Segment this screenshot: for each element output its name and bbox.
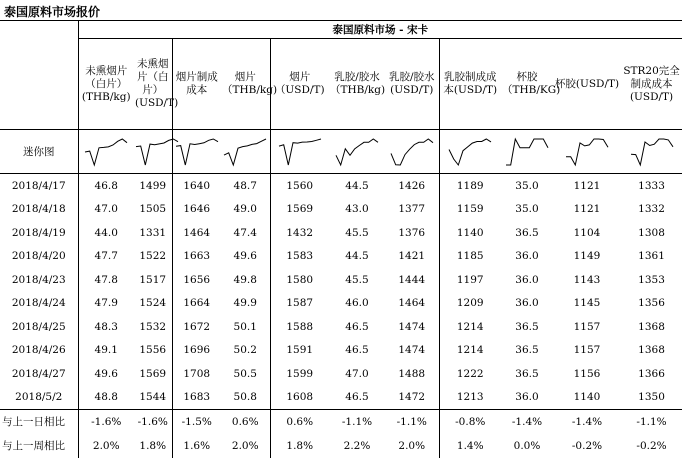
- value-cell: 45.5: [345, 273, 369, 286]
- value-cell: 1308: [638, 226, 665, 239]
- value-cell: 1361: [638, 250, 665, 263]
- sparkline-label: 迷你图: [0, 130, 78, 174]
- value-cell: 50.8: [233, 391, 257, 404]
- value-cell: 49.8: [233, 273, 257, 286]
- value-cell: 1532: [139, 320, 167, 333]
- value-cell: 36.5: [515, 367, 539, 380]
- change-cell: -1.4%: [501, 410, 553, 435]
- value-cell: 46.5: [345, 320, 369, 333]
- sparkline-row: [0, 130, 682, 174]
- value-cell: 1366: [638, 367, 665, 380]
- value-cell: 1149: [573, 250, 601, 263]
- value-cell: 1556: [139, 344, 167, 357]
- date-cell: 2018/4/26: [11, 344, 66, 357]
- value-cell: 47.8: [78, 268, 134, 292]
- value-cell: 1517: [139, 273, 167, 286]
- value-cell: 1331: [139, 226, 167, 239]
- value-cell: 36.0: [515, 250, 539, 263]
- value-cell: 46.5: [345, 344, 369, 357]
- sparkline-cell: [621, 130, 682, 174]
- sparkline-chart: [277, 135, 323, 169]
- value-cell: 47.4: [233, 226, 257, 239]
- band-blank: [0, 21, 78, 39]
- value-cell: 49.1: [78, 339, 134, 363]
- sparkline-cell: [553, 130, 621, 174]
- value-cell: 1121: [573, 179, 601, 192]
- sparkline-line: [224, 139, 266, 165]
- sparkline-cell: [221, 130, 270, 174]
- change-cell: -0.2%: [571, 440, 603, 452]
- sparkline-cell: [270, 130, 329, 174]
- value-cell: 1560: [270, 174, 329, 198]
- value-cell: 48.7: [233, 179, 257, 192]
- value-cell: 44.5: [345, 250, 369, 263]
- sparkline-chart: [447, 135, 493, 169]
- market-band: [0, 21, 682, 39]
- value-cell: 36.5: [515, 344, 539, 357]
- table-row: [0, 315, 682, 339]
- value-cell: 48.3: [78, 315, 134, 339]
- column-header: 未熏烟片（白片）(USD/T): [134, 39, 172, 130]
- value-cell: 1591: [270, 339, 329, 363]
- value-cell: 1104: [573, 226, 601, 239]
- column-header: 杯胶（THB/KG): [501, 39, 553, 130]
- change-cell: 1.4%: [439, 434, 501, 458]
- value-cell: 1444: [398, 273, 426, 286]
- date-cell: 2018/4/27: [11, 367, 66, 380]
- table-row: [0, 386, 682, 410]
- value-cell: 1140: [439, 221, 501, 245]
- date-cell: 2018/5/2: [15, 391, 63, 404]
- column-header: 杯胶(USD/T): [553, 39, 621, 130]
- value-cell: 1663: [172, 245, 221, 269]
- value-cell: 1143: [573, 273, 601, 286]
- value-cell: 1464: [172, 221, 221, 245]
- value-cell: 47.7: [78, 245, 134, 269]
- value-cell: 1368: [638, 320, 665, 333]
- value-cell: 46.0: [345, 297, 369, 310]
- sparkline-line: [631, 139, 673, 165]
- change-cell: -1.1%: [621, 410, 682, 435]
- value-cell: 44.5: [345, 179, 369, 192]
- value-cell: 1185: [439, 245, 501, 269]
- sparkline-chart: [504, 135, 550, 169]
- date-cell: 2018/4/18: [11, 203, 66, 216]
- change-cell: -1.6%: [78, 410, 134, 435]
- date-cell: 2018/4/17: [11, 179, 66, 192]
- change-cell: 2.0%: [398, 440, 426, 452]
- value-cell: 1376: [398, 226, 426, 239]
- value-cell: 1333: [638, 179, 665, 192]
- sparkline-cell: [439, 130, 501, 174]
- value-cell: 1356: [638, 297, 665, 310]
- change-cell: -0.2%: [636, 440, 667, 452]
- sparkline-cell: [501, 130, 553, 174]
- value-cell: 47.0: [345, 367, 369, 380]
- change-cell: -1.6%: [134, 410, 172, 435]
- value-cell: 1522: [139, 250, 167, 263]
- value-cell: 1145: [573, 297, 601, 310]
- change-cell: 0.0%: [513, 440, 541, 452]
- value-cell: 1583: [270, 245, 329, 269]
- market-label: 泰国原料市场 - 宋卡: [78, 21, 682, 39]
- column-header: 乳胶/胶水（THB/kg): [329, 39, 385, 130]
- change-cell: 2.0%: [78, 434, 134, 458]
- value-cell: 35.0: [515, 179, 539, 192]
- value-cell: 1640: [172, 174, 221, 198]
- value-cell: 1377: [398, 203, 426, 216]
- change-cell: 1.8%: [139, 440, 167, 452]
- sparkline-cell: [385, 130, 439, 174]
- column-header: 烟片制成成本: [172, 39, 221, 130]
- value-cell: 36.5: [515, 320, 539, 333]
- date-cell: 2018/4/20: [11, 250, 66, 263]
- sparkline-chart: [334, 135, 380, 169]
- value-cell: 49.6: [233, 250, 257, 263]
- sparkline-line: [391, 139, 433, 165]
- value-cell: 1474: [398, 344, 426, 357]
- change-cell: 0.6%: [221, 410, 270, 435]
- value-cell: 1499: [139, 179, 167, 192]
- change-row: [0, 410, 682, 435]
- value-cell: 1159: [439, 198, 501, 222]
- value-cell: 1664: [172, 292, 221, 316]
- value-cell: 1350: [638, 391, 665, 404]
- value-cell: 1569: [139, 367, 167, 380]
- value-cell: 36.0: [515, 391, 539, 404]
- sparkline-chart: [174, 135, 220, 169]
- value-cell: 1189: [439, 174, 501, 198]
- value-cell: 1421: [398, 250, 426, 263]
- value-cell: 1599: [270, 362, 329, 386]
- value-cell: 46.8: [78, 174, 134, 198]
- change-cell: -1.4%: [553, 410, 621, 435]
- column-header-row: [0, 39, 682, 130]
- value-cell: 1544: [139, 391, 167, 404]
- value-cell: 1464: [398, 297, 426, 310]
- value-cell: 1214: [439, 315, 501, 339]
- value-cell: 1608: [270, 386, 329, 410]
- value-cell: 1580: [270, 268, 329, 292]
- sparkline-chart: [564, 135, 610, 169]
- value-cell: 1214: [439, 339, 501, 363]
- column-header: 未熏烟片（白片）(THB/kg): [78, 39, 134, 130]
- value-cell: 1683: [172, 386, 221, 410]
- value-cell: 1656: [172, 268, 221, 292]
- sparkline-cell: [172, 130, 221, 174]
- value-cell: 1209: [439, 292, 501, 316]
- value-cell: 49.0: [233, 203, 257, 216]
- table-row: [0, 245, 682, 269]
- value-cell: 1505: [139, 203, 167, 216]
- sparkline-line: [566, 139, 608, 165]
- change-cell: 1.8%: [270, 434, 329, 458]
- sparkline-line: [336, 139, 378, 165]
- value-cell: 1222: [439, 362, 501, 386]
- value-cell: 36.0: [515, 273, 539, 286]
- value-cell: 1672: [172, 315, 221, 339]
- page-title: 泰国原料市场报价: [4, 5, 101, 19]
- value-cell: 1156: [573, 367, 601, 380]
- value-cell: 50.1: [233, 320, 257, 333]
- column-header: 乳胶制成成本(USD/T): [439, 39, 501, 130]
- value-cell: 1353: [638, 273, 665, 286]
- value-cell: 1708: [172, 362, 221, 386]
- change-cell: -1.5%: [172, 410, 221, 435]
- value-cell: 1213: [439, 386, 501, 410]
- table-row: [0, 221, 682, 245]
- value-cell: 1587: [270, 292, 329, 316]
- table-row: [0, 198, 682, 222]
- value-cell: 1197: [439, 268, 501, 292]
- date-cell: 2018/4/24: [11, 297, 66, 310]
- table-row: [0, 174, 682, 198]
- value-cell: 1472: [398, 391, 426, 404]
- sparkline-chart: [83, 135, 129, 169]
- sparkline-cell: [78, 130, 134, 174]
- header-corner: [0, 39, 78, 130]
- value-cell: 1696: [172, 339, 221, 363]
- change-label: 与上一周相比: [2, 440, 65, 452]
- value-cell: 1569: [270, 198, 329, 222]
- table-body: [0, 21, 682, 458]
- value-cell: 1474: [398, 320, 426, 333]
- sparkline-line: [176, 139, 218, 165]
- column-header: 烟片（USD/T): [270, 39, 329, 130]
- value-cell: 50.5: [233, 367, 257, 380]
- change-cell: -0.8%: [439, 410, 501, 435]
- value-cell: 35.0: [515, 203, 539, 216]
- table-row: [0, 268, 682, 292]
- sparkline-line: [85, 139, 127, 165]
- value-cell: 36.0: [515, 297, 539, 310]
- value-cell: 49.9: [233, 297, 257, 310]
- change-cell: -1.1%: [385, 410, 439, 435]
- sparkline-cell: [329, 130, 385, 174]
- value-cell: 1140: [573, 391, 601, 404]
- value-cell: 1121: [573, 203, 601, 216]
- sparkline-cell: [134, 130, 172, 174]
- value-cell: 1588: [270, 315, 329, 339]
- change-row: [0, 434, 682, 458]
- date-cell: 2018/4/19: [11, 226, 66, 239]
- sparkline-chart: [629, 135, 675, 169]
- value-cell: 1524: [139, 297, 167, 310]
- sparkline-line: [279, 139, 321, 165]
- value-cell: 45.5: [345, 226, 369, 239]
- value-cell: 50.2: [233, 344, 257, 357]
- change-label: 与上一日相比: [0, 410, 78, 435]
- value-cell: 46.5: [345, 391, 369, 404]
- value-cell: 36.5: [515, 226, 539, 239]
- value-cell: 49.6: [78, 362, 134, 386]
- sparkline-chart: [389, 135, 435, 169]
- change-cell: 0.6%: [270, 410, 329, 435]
- column-header: 乳胶/胶水(USD/T): [385, 39, 439, 130]
- change-cell: 2.0%: [231, 440, 259, 452]
- column-header: 烟片（THB/kg): [221, 39, 270, 130]
- value-cell: 1368: [638, 344, 665, 357]
- value-cell: 43.0: [345, 203, 369, 216]
- table-row: [0, 339, 682, 363]
- table-row: [0, 362, 682, 386]
- value-cell: 1426: [398, 179, 426, 192]
- sparkline-line: [449, 139, 491, 165]
- value-cell: 47.9: [78, 292, 134, 316]
- change-cell: 2.2%: [343, 440, 371, 452]
- value-cell: 1157: [573, 320, 601, 333]
- value-cell: 1332: [638, 203, 665, 216]
- price-table: [0, 20, 682, 458]
- table-row: [0, 292, 682, 316]
- date-cell: 2018/4/25: [11, 320, 66, 333]
- value-cell: 1432: [270, 221, 329, 245]
- sparkline-line: [506, 139, 548, 165]
- sparkline-chart: [222, 135, 268, 169]
- change-cell: -1.1%: [329, 410, 385, 435]
- value-cell: 1646: [172, 198, 221, 222]
- date-cell: 2018/4/23: [11, 273, 66, 286]
- value-cell: 47.0: [78, 198, 134, 222]
- value-cell: 1488: [398, 367, 426, 380]
- value-cell: 48.8: [78, 386, 134, 410]
- value-cell: 44.0: [78, 221, 134, 245]
- column-header: STR20完全制成成本(USD/T): [621, 39, 682, 130]
- value-cell: 1157: [573, 344, 601, 357]
- change-cell: 1.6%: [172, 434, 221, 458]
